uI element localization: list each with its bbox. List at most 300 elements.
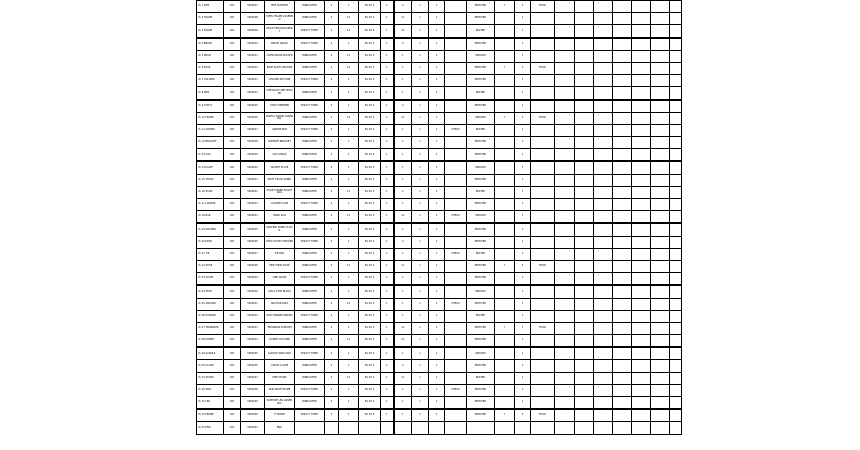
table-cell-c7[interactable]: 1	[339, 223, 359, 236]
table-cell-c1[interactable]: VL 11 GIRDER	[197, 124, 224, 136]
table-cell-c7[interactable]: 1	[339, 161, 359, 174]
table-cell-c4[interactable]: LADDER CAGE	[265, 199, 295, 211]
table-cell-c20[interactable]	[594, 372, 613, 384]
table-cell-c19[interactable]	[575, 248, 594, 260]
table-cell-c17[interactable]	[531, 298, 555, 310]
table-cell-c2[interactable]: 103	[224, 248, 241, 260]
table-cell-c20[interactable]	[594, 149, 613, 162]
table-cell-c19[interactable]	[575, 260, 594, 272]
table-cell-c1[interactable]: VL 18 RAIL	[197, 211, 224, 224]
table-cell-c1[interactable]: VL 5 BEAM	[197, 50, 224, 62]
table-cell-c4[interactable]: DECK PLATE CHECKER	[265, 236, 295, 248]
table-cell-c21[interactable]	[613, 87, 632, 100]
table-cell-c4[interactable]: BRACE ANGLE	[265, 38, 295, 51]
table-cell-c8[interactable]: EA 00 3	[359, 409, 381, 422]
table-cell-c4[interactable]: PORTAL FRAME ASSEMBLY	[265, 112, 295, 124]
table-cell-c13[interactable]	[445, 112, 467, 124]
table-cell-c22[interactable]	[632, 75, 651, 87]
table-cell-c13[interactable]	[445, 322, 467, 334]
table-cell-c18[interactable]	[555, 87, 575, 100]
table-cell-c3[interactable]: 3050222	[241, 186, 265, 198]
table-cell-c21[interactable]	[613, 112, 632, 124]
table-cell-c9[interactable]: 1	[381, 310, 394, 322]
table-cell-c1[interactable]: VL 33 LEG	[197, 397, 224, 410]
table-cell-c16[interactable]: 1	[515, 25, 531, 38]
table-cell-c22[interactable]	[632, 360, 651, 372]
table-cell-c2[interactable]: 103	[224, 260, 241, 272]
table-cell-c2[interactable]: 103	[224, 13, 241, 25]
table-cell-c21[interactable]	[613, 397, 632, 410]
table-cell-c8[interactable]: EA 00 3	[359, 211, 381, 224]
table-cell-c16[interactable]: 1	[515, 124, 531, 136]
table-cell-c13[interactable]	[445, 100, 467, 113]
table-cell-c11[interactable]: 1	[412, 161, 429, 174]
table-cell-c15[interactable]	[495, 310, 515, 322]
table-cell-c8[interactable]: EA 00 3	[359, 25, 381, 38]
table-cell-c22[interactable]	[632, 1, 651, 13]
table-cell-c13[interactable]	[445, 75, 467, 87]
table-cell-c16[interactable]: 1	[515, 360, 531, 372]
table-cell-c12[interactable]: 1	[429, 13, 445, 25]
table-cell-c20[interactable]	[594, 199, 613, 211]
table-cell-c20[interactable]	[594, 87, 613, 100]
table-cell-c2[interactable]: 103	[224, 384, 241, 396]
table-cell-c17[interactable]: FIELD	[531, 1, 555, 13]
table-cell-c15[interactable]	[495, 149, 515, 162]
table-cell-c24[interactable]	[670, 347, 682, 360]
table-cell-c17[interactable]	[531, 285, 555, 298]
table-cell-c3[interactable]: 3050237	[241, 372, 265, 384]
table-cell-c15[interactable]	[495, 75, 515, 87]
table-cell-c6[interactable]: 2	[325, 62, 339, 74]
table-cell-c22[interactable]	[632, 174, 651, 186]
table-cell-c10[interactable]: 2	[394, 186, 412, 198]
table-cell-c6[interactable]: 2	[325, 100, 339, 113]
table-cell-c17[interactable]	[531, 100, 555, 113]
table-cell-c24[interactable]	[670, 236, 682, 248]
table-cell-c20[interactable]	[594, 112, 613, 124]
table-cell-c13[interactable]	[445, 38, 467, 51]
table-cell-c5[interactable]: STRUCT STEEL	[295, 161, 325, 174]
table-cell-c20[interactable]	[594, 273, 613, 286]
table-cell-c1[interactable]: VL 27 TRUNNION	[197, 322, 224, 334]
table-cell-c9[interactable]: 1	[381, 335, 394, 348]
table-cell-c23[interactable]	[651, 149, 670, 162]
table-cell-c13[interactable]	[445, 161, 467, 174]
table-cell-c24[interactable]	[670, 137, 682, 149]
table-cell-c22[interactable]	[632, 62, 651, 74]
table-cell-c5[interactable]: STRUCT STEEL	[295, 347, 325, 360]
table-cell-c9[interactable]: 1	[381, 360, 394, 372]
table-cell-c3[interactable]: 3050239	[241, 397, 265, 410]
table-cell-c12[interactable]: 1	[429, 310, 445, 322]
table-cell-c18[interactable]	[555, 211, 575, 224]
table-cell-c22[interactable]	[632, 384, 651, 396]
table-cell-c12[interactable]: 1	[429, 186, 445, 198]
table-cell-c7[interactable]: 12	[339, 298, 359, 310]
table-cell-c15[interactable]	[495, 360, 515, 372]
table-cell-c12[interactable]: 1	[429, 211, 445, 224]
table-cell-c18[interactable]	[555, 422, 575, 434]
table-cell-c7[interactable]: 1	[339, 199, 359, 211]
table-cell-c13[interactable]	[445, 422, 467, 434]
table-cell-c6[interactable]: 2	[325, 347, 339, 360]
table-cell-c12[interactable]: 1	[429, 409, 445, 422]
table-cell-c9[interactable]: 1	[381, 397, 394, 410]
table-cell-c18[interactable]	[555, 285, 575, 298]
table-cell-c24[interactable]	[670, 112, 682, 124]
table-cell-c6[interactable]: 2	[325, 211, 339, 224]
table-cell-c7[interactable]: 12	[339, 13, 359, 25]
table-cell-c23[interactable]	[651, 186, 670, 198]
table-cell-c23[interactable]	[651, 199, 670, 211]
table-cell-c23[interactable]	[651, 100, 670, 113]
table-cell-c22[interactable]	[632, 13, 651, 25]
table-cell-c3[interactable]: 3050211	[241, 50, 265, 62]
table-cell-c14[interactable]: ERECTED	[467, 298, 495, 310]
table-cell-c6[interactable]: 2	[325, 236, 339, 248]
table-cell-c13[interactable]	[445, 1, 467, 13]
table-cell-c3[interactable]: 3050219	[241, 149, 265, 162]
table-cell-c22[interactable]	[632, 260, 651, 272]
table-cell-c8[interactable]: EA 00 3	[359, 199, 381, 211]
table-cell-c11[interactable]: 1	[412, 372, 429, 384]
table-cell-c13[interactable]	[445, 372, 467, 384]
table-cell-c9[interactable]: 1	[381, 38, 394, 51]
table-cell-c23[interactable]	[651, 360, 670, 372]
table-cell-c14[interactable]: ERECTED	[467, 335, 495, 348]
table-cell-c20[interactable]	[594, 236, 613, 248]
table-cell-c6[interactable]: 2	[325, 322, 339, 334]
table-cell-c11[interactable]: 1	[412, 149, 429, 162]
table-cell-c20[interactable]	[594, 335, 613, 348]
table-cell-c1[interactable]: VL 23 GUIDE	[197, 273, 224, 286]
table-cell-c3[interactable]: 3050221	[241, 174, 265, 186]
table-cell-c18[interactable]	[555, 199, 575, 211]
table-cell-c15[interactable]: Y	[495, 1, 515, 13]
table-cell-c5[interactable]: FABRICATED	[295, 223, 325, 236]
table-cell-c21[interactable]	[613, 124, 632, 136]
table-cell-c6[interactable]: 2	[325, 223, 339, 236]
table-cell-c22[interactable]	[632, 285, 651, 298]
table-cell-c12[interactable]: 1	[429, 335, 445, 348]
table-cell-c11[interactable]: 1	[412, 360, 429, 372]
table-cell-c7[interactable]: 1	[339, 87, 359, 100]
table-cell-c8[interactable]: EA 00 3	[359, 13, 381, 25]
table-cell-c17[interactable]	[531, 50, 555, 62]
table-cell-c17[interactable]	[531, 25, 555, 38]
table-cell-c20[interactable]	[594, 409, 613, 422]
table-cell-c2[interactable]: 103	[224, 211, 241, 224]
table-cell-c24[interactable]	[670, 87, 682, 100]
table-cell-c22[interactable]	[632, 223, 651, 236]
table-cell-c20[interactable]	[594, 248, 613, 260]
table-cell-c1[interactable]: VL 16 STAIR	[197, 186, 224, 198]
table-cell-c2[interactable]: 103	[224, 124, 241, 136]
table-cell-c21[interactable]	[613, 161, 632, 174]
table-cell-c1[interactable]: VL 20 DECK	[197, 236, 224, 248]
table-cell-c15[interactable]	[495, 372, 515, 384]
table-cell-c23[interactable]	[651, 397, 670, 410]
table-cell-c21[interactable]	[613, 174, 632, 186]
table-cell-c7[interactable]: 1	[339, 248, 359, 260]
table-cell-c11[interactable]: 1	[412, 62, 429, 74]
table-cell-c18[interactable]	[555, 50, 575, 62]
table-cell-c3[interactable]: 3050214	[241, 87, 265, 100]
table-cell-c3[interactable]: 3050215	[241, 100, 265, 113]
table-cell-c23[interactable]	[651, 372, 670, 384]
table-cell-c13[interactable]	[445, 87, 467, 100]
table-cell-c24[interactable]	[670, 186, 682, 198]
table-cell-c5[interactable]: FABRICATED	[295, 322, 325, 334]
table-cell-c14[interactable]: ERECTED	[467, 1, 495, 13]
table-cell-c18[interactable]	[555, 347, 575, 360]
table-cell-c2[interactable]: 103	[224, 372, 241, 384]
table-cell-c12[interactable]: 1	[429, 298, 445, 310]
table-cell-c17[interactable]	[531, 124, 555, 136]
table-cell-c12[interactable]: 1	[429, 199, 445, 211]
table-cell-c14[interactable]: ERECTED	[467, 409, 495, 422]
table-cell-c24[interactable]	[670, 199, 682, 211]
table-cell-c1[interactable]: VL 15 TRUSS	[197, 174, 224, 186]
table-cell-c13[interactable]: CHECK	[445, 248, 467, 260]
table-cell-c19[interactable]	[575, 384, 594, 396]
table-cell-c12[interactable]: 1	[429, 360, 445, 372]
table-cell-c13[interactable]: CHECK	[445, 211, 467, 224]
table-cell-c10[interactable]: 11	[394, 372, 412, 384]
table-cell-c3[interactable]: 3050230	[241, 285, 265, 298]
table-cell-c7[interactable]	[339, 422, 359, 434]
table-cell-c19[interactable]	[575, 285, 594, 298]
table-cell-c24[interactable]	[670, 422, 682, 434]
table-cell-c4[interactable]: STRUT MEMBER	[265, 100, 295, 113]
table-cell-c14[interactable]: ERECTED	[467, 38, 495, 51]
table-cell-c12[interactable]: 1	[429, 1, 445, 13]
table-cell-c6[interactable]: 2	[325, 186, 339, 198]
table-cell-c14[interactable]: BOLTED	[467, 248, 495, 260]
table-cell-c3[interactable]: 3050224	[241, 211, 265, 224]
table-cell-c24[interactable]	[670, 335, 682, 348]
table-cell-c16[interactable]: 3	[515, 62, 531, 74]
table-cell-c7[interactable]: 1	[339, 137, 359, 149]
table-cell-c3[interactable]: 3050212	[241, 62, 265, 74]
table-cell-c24[interactable]	[670, 124, 682, 136]
table-cell-c15[interactable]	[495, 38, 515, 51]
table-cell-c16[interactable]: 1	[515, 347, 531, 360]
table-cell-c10[interactable]: 1	[394, 384, 412, 396]
table-cell-c19[interactable]	[575, 1, 594, 13]
table-cell-c23[interactable]	[651, 285, 670, 298]
table-cell-c17[interactable]	[531, 211, 555, 224]
table-cell-c12[interactable]: 1	[429, 25, 445, 38]
table-cell-c4[interactable]: DUMMY LEG PIPE	[265, 335, 295, 348]
table-cell-c4[interactable]: U BOLT CLAMP	[265, 360, 295, 372]
table-cell-c13[interactable]	[445, 62, 467, 74]
table-cell-c23[interactable]	[651, 13, 670, 25]
table-cell-c1[interactable]: VL 17 LADDER	[197, 199, 224, 211]
table-cell-c19[interactable]	[575, 50, 594, 62]
table-cell-c11[interactable]: 1	[412, 347, 429, 360]
table-cell-c11[interactable]: 1	[412, 322, 429, 334]
table-cell-c16[interactable]: 3	[515, 409, 531, 422]
table-cell-c23[interactable]	[651, 87, 670, 100]
table-cell-c4[interactable]: TRUNNION SUPPORT	[265, 322, 295, 334]
table-cell-c15[interactable]	[495, 13, 515, 25]
table-cell-c16[interactable]: 1	[515, 161, 531, 174]
table-cell-c11[interactable]: 1	[412, 13, 429, 25]
table-cell-c18[interactable]	[555, 310, 575, 322]
table-cell-c11[interactable]	[412, 422, 429, 434]
table-cell-c17[interactable]: FIELD	[531, 322, 555, 334]
table-cell-c14[interactable]: ERECTED	[467, 273, 495, 286]
table-cell-c16[interactable]	[515, 422, 531, 434]
table-cell-c1[interactable]: VL 22 SHOE	[197, 260, 224, 272]
table-cell-c22[interactable]	[632, 236, 651, 248]
table-cell-c16[interactable]: 1	[515, 186, 531, 198]
table-cell-c4[interactable]: TIE ROD	[265, 248, 295, 260]
table-cell-c6[interactable]: 2	[325, 360, 339, 372]
table-cell-c13[interactable]	[445, 50, 467, 62]
table-cell-c24[interactable]	[670, 211, 682, 224]
table-cell-c11[interactable]: 1	[412, 112, 429, 124]
table-cell-c3[interactable]: 3050238	[241, 384, 265, 396]
table-cell-c15[interactable]	[495, 174, 515, 186]
table-cell-c3[interactable]: 3050216	[241, 112, 265, 124]
table-cell-c7[interactable]: 1	[339, 310, 359, 322]
table-cell-c20[interactable]	[594, 13, 613, 25]
table-cell-c14[interactable]: ERECTED	[467, 62, 495, 74]
table-cell-c23[interactable]	[651, 25, 670, 38]
table-cell-c17[interactable]	[531, 347, 555, 360]
table-cell-c19[interactable]	[575, 62, 594, 74]
table-cell-c7[interactable]: 1	[339, 285, 359, 298]
table-cell-c2[interactable]: 103	[224, 100, 241, 113]
table-cell-c4[interactable]: SKID BASE FRAME	[265, 384, 295, 396]
table-cell-c15[interactable]: Y	[495, 260, 515, 272]
table-cell-c20[interactable]	[594, 384, 613, 396]
table-cell-c16[interactable]: 3	[515, 112, 531, 124]
table-cell-c8[interactable]: EA 00 3	[359, 236, 381, 248]
table-cell-c18[interactable]	[555, 25, 575, 38]
table-cell-c5[interactable]: STRUCT STEEL	[295, 124, 325, 136]
table-cell-c19[interactable]	[575, 211, 594, 224]
table-cell-c9[interactable]: 1	[381, 211, 394, 224]
table-cell-c14[interactable]: WELDED	[467, 285, 495, 298]
table-cell-c17[interactable]	[531, 87, 555, 100]
table-cell-c6[interactable]: 2	[325, 409, 339, 422]
table-cell-c20[interactable]	[594, 50, 613, 62]
table-cell-c12[interactable]: 1	[429, 137, 445, 149]
table-cell-c22[interactable]	[632, 87, 651, 100]
table-cell-c10[interactable]: 2	[394, 100, 412, 113]
table-cell-c3[interactable]: 3050208	[241, 13, 265, 25]
table-cell-c7[interactable]: 11	[339, 50, 359, 62]
table-cell-c21[interactable]	[613, 186, 632, 198]
table-cell-c8[interactable]: EA 00 3	[359, 285, 381, 298]
table-cell-c7[interactable]: 1	[339, 149, 359, 162]
table-cell-c13[interactable]	[445, 25, 467, 38]
table-cell-c16[interactable]: 1	[515, 335, 531, 348]
table-cell-c4[interactable]: CROSS BEAM ROLLED	[265, 50, 295, 62]
table-cell-c10[interactable]: 11	[394, 335, 412, 348]
table-cell-c23[interactable]	[651, 62, 670, 74]
table-cell-c24[interactable]	[670, 298, 682, 310]
table-cell-c13[interactable]	[445, 186, 467, 198]
table-cell-c17[interactable]: FIELD	[531, 409, 555, 422]
table-cell-c17[interactable]	[531, 273, 555, 286]
table-cell-c23[interactable]	[651, 248, 670, 260]
table-cell-c6[interactable]: 2	[325, 161, 339, 174]
table-cell-c24[interactable]	[670, 174, 682, 186]
table-cell-c11[interactable]: 1	[412, 285, 429, 298]
table-cell-c6[interactable]: 2	[325, 87, 339, 100]
table-cell-c16[interactable]: 1	[515, 372, 531, 384]
table-cell-c24[interactable]	[670, 13, 682, 25]
table-cell-c8[interactable]: EA 00 3	[359, 347, 381, 360]
table-cell-c4[interactable]: SUPPORT LEG ASSEMBLY	[265, 397, 295, 410]
table-cell-c2[interactable]: 103	[224, 236, 241, 248]
table-cell-c24[interactable]	[670, 384, 682, 396]
table-cell-c14[interactable]: BOLTED	[467, 186, 495, 198]
table-cell-c24[interactable]	[670, 25, 682, 38]
table-cell-c23[interactable]	[651, 50, 670, 62]
table-cell-c9[interactable]: 1	[381, 409, 394, 422]
table-cell-c19[interactable]	[575, 87, 594, 100]
table-cell-c19[interactable]	[575, 161, 594, 174]
table-cell-c23[interactable]	[651, 409, 670, 422]
table-cell-c12[interactable]: 1	[429, 174, 445, 186]
table-cell-c23[interactable]	[651, 75, 670, 87]
table-cell-c15[interactable]: Y	[495, 322, 515, 334]
table-cell-c20[interactable]	[594, 322, 613, 334]
table-cell-c1[interactable]: VL 28 DUMMY	[197, 335, 224, 348]
table-cell-c4[interactable]: H FRAME	[265, 409, 295, 422]
table-cell-c16[interactable]: 1	[515, 273, 531, 286]
table-cell-c4[interactable]: PIPE STAND	[265, 372, 295, 384]
table-cell-c17[interactable]	[531, 174, 555, 186]
table-cell-c21[interactable]	[613, 38, 632, 51]
table-cell-c4[interactable]: CLIP ANGLE	[265, 149, 295, 162]
table-cell-c12[interactable]: 1	[429, 38, 445, 51]
table-cell-c10[interactable]: 1	[394, 273, 412, 286]
table-cell-c2[interactable]: 103	[224, 186, 241, 198]
table-cell-c9[interactable]: 1	[381, 347, 394, 360]
table-cell-c11[interactable]: 1	[412, 310, 429, 322]
table-cell-c13[interactable]	[445, 199, 467, 211]
table-cell-c11[interactable]: 1	[412, 174, 429, 186]
table-cell-c18[interactable]	[555, 397, 575, 410]
table-cell-c18[interactable]	[555, 124, 575, 136]
table-cell-c17[interactable]	[531, 422, 555, 434]
table-cell-c17[interactable]	[531, 149, 555, 162]
table-cell-c18[interactable]	[555, 174, 575, 186]
table-cell-c8[interactable]: EA 00 3	[359, 100, 381, 113]
table-cell-c13[interactable]	[445, 260, 467, 272]
table-cell-c7[interactable]: 1	[339, 38, 359, 51]
table-cell-c23[interactable]	[651, 124, 670, 136]
table-cell-c5[interactable]: STRUCT STEEL	[295, 273, 325, 286]
table-cell-c23[interactable]	[651, 310, 670, 322]
table-cell-c14[interactable]: ERECTED	[467, 100, 495, 113]
table-cell-c17[interactable]	[531, 161, 555, 174]
table-cell-c6[interactable]	[325, 422, 339, 434]
table-cell-c5[interactable]: FABRICATED	[295, 211, 325, 224]
table-cell-c14[interactable]: ERECTED	[467, 149, 495, 162]
table-cell-c23[interactable]	[651, 1, 670, 13]
table-cell-c5[interactable]: FABRICATED	[295, 149, 325, 162]
table-cell-c19[interactable]	[575, 124, 594, 136]
table-cell-c12[interactable]: 1	[429, 347, 445, 360]
